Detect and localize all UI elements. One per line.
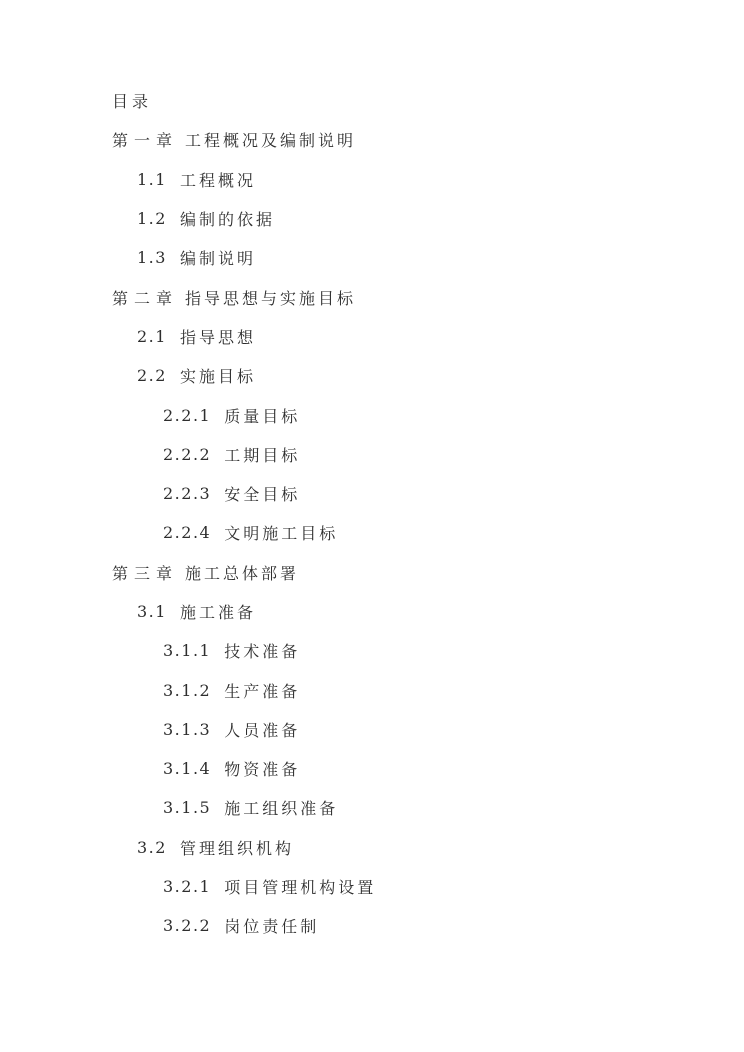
- toc-entry-number: 1.2: [137, 209, 167, 229]
- toc-entry-title: 实施目标: [179, 367, 256, 387]
- toc-entry-title: 安全目标: [224, 485, 301, 505]
- toc-entry: [0, 277, 744, 316]
- toc-entry: [0, 592, 744, 631]
- toc-entry: [0, 553, 744, 592]
- toc-entry: [0, 906, 744, 945]
- toc-entry-title: 工程概况: [179, 170, 256, 190]
- toc-entry: [0, 317, 744, 356]
- toc-entry-number: 3.1.4: [163, 759, 212, 779]
- toc-entry: [0, 631, 744, 670]
- toc-entry: [0, 788, 744, 827]
- toc-entry-number: 2.2.3: [163, 484, 212, 504]
- toc-entry-number: 1.3: [137, 248, 167, 268]
- toc-list: [0, 120, 744, 945]
- toc-entry-title: 质量目标: [224, 406, 301, 426]
- toc-entry: [0, 828, 744, 867]
- toc-entry-title: 技术准备: [224, 642, 301, 662]
- toc-entry-title: 施工组织准备: [224, 799, 339, 819]
- toc-entry: [0, 435, 744, 474]
- toc-entry: [0, 670, 744, 709]
- toc-entry-title: 物资准备: [224, 760, 301, 780]
- toc-entry-number: 2.2: [137, 366, 167, 386]
- toc-entry-number: 2.2.4: [163, 523, 212, 543]
- toc-entry-number: 第二章: [112, 288, 179, 308]
- toc-entry: [0, 160, 744, 199]
- toc-entry-number: 3.1: [137, 602, 167, 621]
- toc-title: 目录: [112, 92, 153, 112]
- toc-entry-number: 3.1.3: [163, 719, 212, 739]
- toc-entry-number: 3.2.2: [163, 916, 212, 936]
- toc-entry-title: 人员准备: [224, 720, 301, 740]
- toc-entry: [0, 513, 744, 552]
- toc-entry-title: 生产准备: [224, 681, 301, 701]
- toc-entry-number: 1.1: [137, 169, 167, 189]
- toc-entry: [0, 749, 744, 788]
- toc-entry-title: 施工准备: [179, 603, 256, 622]
- toc-entry-number: 2.2.1: [163, 405, 212, 425]
- toc-entry-title: 施工总体部署: [185, 563, 300, 583]
- toc-entry-title: 编制的依据: [179, 210, 275, 230]
- toc-entry: [0, 356, 744, 395]
- toc-entry-title: 工程概况及编制说明: [185, 131, 357, 151]
- toc-entry-number: 3.2.1: [163, 877, 212, 897]
- toc-entry-title: 指导思想: [179, 327, 256, 347]
- toc-entry-title: 文明施工目标: [224, 524, 339, 544]
- toc-entry-title: 管理组织机构: [179, 838, 294, 858]
- toc-entry-title: 工期目标: [224, 445, 301, 465]
- toc-entry-number: 3.2: [137, 837, 167, 857]
- toc-entry-number: 3.1.1: [163, 641, 212, 661]
- toc-entry-number: 3.1.5: [163, 798, 212, 818]
- toc-entry-title: 岗位责任制: [224, 917, 320, 937]
- toc-entry: [0, 395, 744, 434]
- toc-entry-title: 编制说明: [179, 249, 256, 269]
- toc-entry-number: 2.1: [137, 326, 167, 346]
- toc-entry: [0, 238, 744, 277]
- toc-entry-number: 2.2.2: [163, 444, 212, 464]
- toc-entry: [0, 199, 744, 238]
- toc-entry-number: 第一章: [112, 131, 179, 151]
- toc-entry: [0, 867, 744, 906]
- toc-entry-title: 项目管理机构设置: [224, 878, 377, 898]
- toc-entry: [0, 710, 744, 749]
- toc-entry: [0, 474, 744, 513]
- toc-entry-number: 3.1.2: [163, 680, 212, 700]
- toc-entry: [0, 120, 744, 159]
- toc-entry-number: 第三章: [112, 563, 179, 583]
- toc-entry-title: 指导思想与实施目标: [185, 288, 357, 308]
